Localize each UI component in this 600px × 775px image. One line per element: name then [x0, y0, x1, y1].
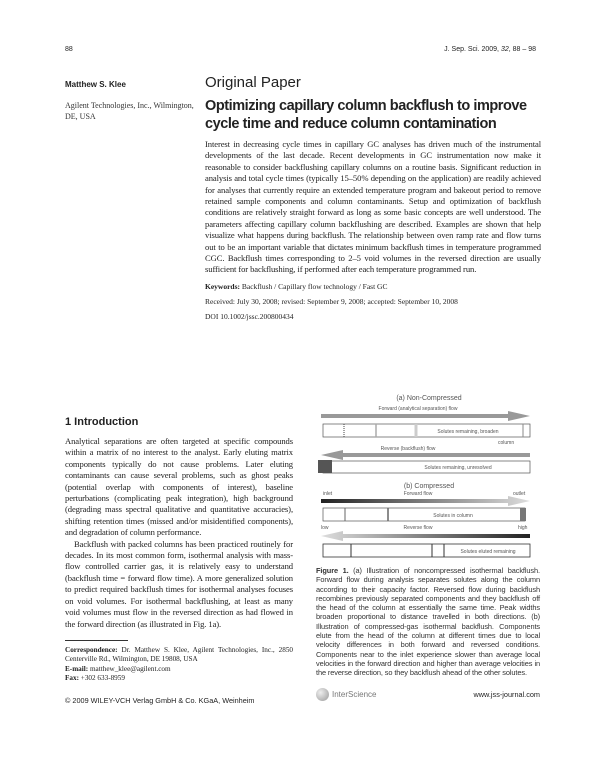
- keywords: [205, 282, 541, 292]
- paragraph: Backflush with packed columns has been practiced routinely for decades. In its most common form, isothermal analysis with mass-flow controlled carrier gas, it is relatively easy to understand (backflush time = forward flow time). A more generalized solution to predict required backflush times for isothermal analyses focuses on void volumes. For isothermal backflushing, at least as many void volumes must flow in the reversed direction as had flowed in the forward direction (as illustrated in Fig. 1a).: [65, 538, 293, 629]
- keywords-label: Keywords:: [205, 281, 240, 291]
- author-affiliation: Agilent Technologies, Inc., Wilmington, DE, USA: [65, 101, 194, 121]
- fig-a-forward-label: Forward (analytical separation) flow: [378, 406, 458, 412]
- fig-b-outlet: outlet: [513, 491, 526, 497]
- footer-row: [316, 688, 540, 701]
- figure-caption-block: [316, 566, 540, 701]
- correspondence-label: Correspondence:: [65, 645, 118, 654]
- fig-b-title: (b) Compressed: [403, 483, 455, 490]
- doi[interactable]: DOI 10.1002/jssc.200800434: [205, 311, 294, 321]
- figure-caption: [316, 566, 540, 678]
- fig-b-low: low: [321, 525, 329, 531]
- globe-icon: [316, 688, 329, 701]
- author-name: Matthew S. Klee: [65, 80, 126, 89]
- abstract: Interest in decreasing cycle times in capillary GC analyses has driven much of the instrumental developments of the last decade. Recent developments in GC instrumentation now make it reasonable to consider backflushing capillary columns on a routine basis. Significant reduction in analysis and total cycle times (typically 15–50% depending on the application) are readily achieved for analyses that currently require an extended temperature program and bakeout period to remove retained sample components and column contaminants. Setup and optimization of backflush conditions are relatively straight forward as long as some basic concepts are well understood. The parameters affecting capillary column backflushing are described. Examples are shown that help visualize what happens during backflush. The relationship between oven ramp rate and flow turns out to be an important variable that dictates minimum backflush times in temperature programmed CGC. Backflush times corresponding to 2–5 void volumes in the reversed direction are usually sufficient for backflushing, if performed after each temperature programmed run.: [205, 139, 541, 275]
- received-dates: Received: July 30, 2008; revised: September 9, 2008; accepted: September 10, 2008: [205, 296, 458, 306]
- compressed-reverse-arrow: [321, 531, 530, 541]
- interscience-logo[interactable]: [316, 688, 376, 701]
- fig-a-reverse-text: Solutes remaining, unresolved: [424, 465, 492, 471]
- email-label: E-mail:: [65, 664, 89, 673]
- fig-a-column-label: column: [498, 440, 515, 446]
- figure-1: [318, 394, 540, 564]
- journal-citation: [444, 46, 536, 53]
- fig-a-title: (a) Non-Compressed: [396, 395, 462, 402]
- fig-b-reverse-label: Reverse flow: [403, 525, 433, 531]
- email-link[interactable]: matthew_klee@agilent.com: [89, 664, 171, 673]
- copyright: © 2009 WILEY-VCH Verlag GmbH & Co. KGaA, Weinheim: [65, 695, 255, 705]
- left-column: [65, 416, 293, 705]
- journal-pages: , 88 – 98: [508, 46, 536, 53]
- forward-arrow: [321, 411, 530, 421]
- correspondence: [65, 646, 293, 684]
- fig-a-column-text: Solutes remaining, broaden: [437, 429, 499, 435]
- page-number: 88: [65, 46, 73, 53]
- article-header: [205, 74, 541, 322]
- section-heading: 1 Introduction: [65, 416, 139, 428]
- fig-a-reverse-label: Reverse (backflush) flow: [380, 446, 436, 452]
- caption-label: Figure 1.: [316, 566, 349, 575]
- fax-number: +302 633-8959: [80, 674, 125, 683]
- fax-label: Fax:: [65, 674, 79, 683]
- column-a-forward: [323, 424, 530, 437]
- backflushed-peaks: [318, 460, 332, 473]
- keywords-list: Backflush / Capillary flow technology / Fast GC: [241, 281, 388, 291]
- eluting-peaks: [520, 508, 526, 521]
- compressed-forward-arrow: [321, 496, 530, 506]
- article-type: Original Paper: [205, 74, 301, 91]
- column-b-forward: [323, 508, 525, 521]
- fig-b-inlet: inlet: [323, 491, 333, 497]
- journal-volume: 32: [500, 46, 509, 53]
- fig-b-reverse-text: Solutes eluted remaining: [460, 549, 516, 555]
- correspondence-address: Dr. Matthew S. Klee, Agilent Technologies, Inc., 2850 Centerville Rd., Wilmington, DE 19808, USA: [65, 645, 294, 664]
- fig-b-forward-label: Forward flow: [403, 491, 433, 497]
- logo-text: InterScience: [332, 689, 377, 699]
- fig-b-column-text: Solutes in column: [433, 513, 473, 519]
- article-title: Optimizing capillary column backflush to improve cycle time and reduce column contamination: [205, 98, 527, 132]
- journal-name: J. Sep. Sci. 2009,: [444, 46, 501, 53]
- fig-b-high: high: [518, 525, 528, 531]
- journal-url[interactable]: www.jss-journal.com: [473, 689, 540, 699]
- paragraph: Analytical separations are often targeted at specific compounds within a matrix of no interest to the analyst. Early eluting matrix components typically do not cause problems. Later eluting contaminants can cause several problems, such as ghost peaks (potential overlap with components of interest), baseline perturbations (complicating peak integration), high background (degrading mass spectral qualitative and quantitative accuracies), shifting retention times (missed and/or misidentified components), and degradation of column performance.: [65, 436, 293, 538]
- caption-text: (a) Illustration of noncompressed isothermal backflush. Forward flow during analysis separates solutes along the column according to their capacity factor. Reversed flow during backflush recombines previously separated components and they backflush off the head of the column at essentially the same time. Peak widths broaden proportional to distance travelled in both directions. (b) Illustration of compressed-gas isothermal backflush. Components elute from the head of the column at different times due to local velocity differences in both forward and reversed conditions. Components near to the inlet experience slower than average local velocities in the forward direction and higher than average velocities in the reverse direction, so they backflush ahead of the other solutes.: [316, 566, 540, 678]
- footnote-divider: [65, 640, 128, 641]
- body-text: [65, 436, 293, 630]
